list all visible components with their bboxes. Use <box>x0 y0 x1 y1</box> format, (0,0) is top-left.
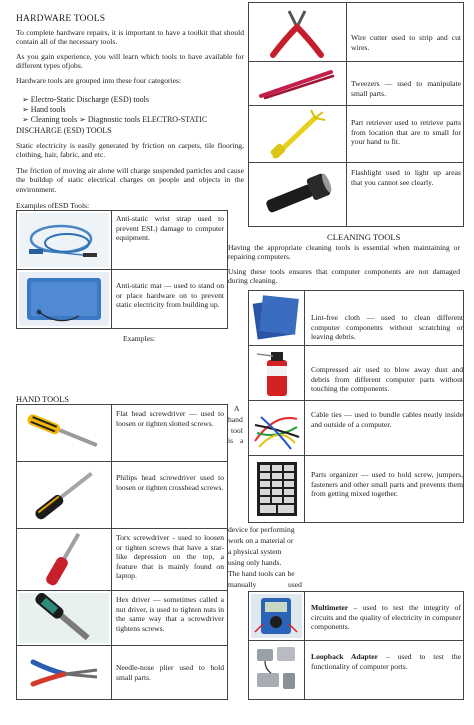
esd-image-cell <box>16 269 112 329</box>
tool-image-cell <box>248 105 347 163</box>
parts-organizer-text: Parts organizer — used to hold screw, jumpers, fasteners and other small parts and prevents them from getting mixed together. <box>311 470 463 499</box>
cable-ties-image <box>251 403 302 453</box>
hand-image-cell <box>16 590 112 646</box>
diagnostic-text-cell <box>304 591 464 641</box>
cleaning-image-cell <box>248 400 305 456</box>
hand-def-d: is <box>228 436 234 445</box>
category-item: ➢ Cleaning tools ➢ Diagnostic tools ELECTRO-STATIC <box>22 115 208 124</box>
hand-text-cell <box>111 645 228 700</box>
cleaning-text-cell <box>304 345 464 401</box>
page-title: HARDWARE TOOLS <box>16 14 106 24</box>
cleaning-image-cell <box>248 290 305 346</box>
category-list <box>22 95 248 125</box>
cleaning-tools-heading: CLEANING TOOLS <box>327 232 401 242</box>
hand-def-e: a <box>240 436 244 445</box>
tool-image-cell <box>248 61 347 106</box>
flashlight-image <box>251 165 344 224</box>
hand-text-cell <box>111 590 228 646</box>
compressed-air-image <box>251 348 302 398</box>
cleaning-paragraph-2: Using these tools ensures that computer components are not damaged during cleaning. <box>228 267 460 286</box>
torx-screwdriver-image <box>19 531 109 588</box>
hand-def-b: hand <box>228 415 243 424</box>
flat-screwdriver-text: Flat head screwdriver — used to loosen or tighten slotted screws. <box>116 409 224 428</box>
hand-image-cell <box>16 461 112 529</box>
philips-screwdriver-text: Philips head screwdriver used to loosen or tighten crosshead screws. <box>116 473 224 492</box>
tool-image-cell <box>248 2 347 62</box>
lint-free-cloth-text: Lint-free cloth — used to clean different computer components without scratching or leaving debris. <box>311 313 463 342</box>
hand-text-cell <box>111 461 228 529</box>
cleaning-text-cell <box>304 290 464 346</box>
tweezers-image <box>251 64 344 103</box>
esd-text-cell <box>111 210 228 270</box>
cleaning-text-cell <box>304 455 464 523</box>
examples-caption: Examples: <box>123 334 156 343</box>
hand-text-cell <box>111 528 228 591</box>
hex-driver-text: Hex driver — sometimes called a nut driver, is used to tighten nuts in the same way that a screwdriver tightens screws. <box>116 595 224 633</box>
flat-screwdriver-image <box>19 407 109 459</box>
hand-image-cell <box>16 404 112 462</box>
category-item: ➢ Hand tools <box>22 105 66 114</box>
tweezers-text: Tweezers — used to manipulate small parts. <box>351 79 461 98</box>
esd-heading: DISCHARGE (ESD) TOOLS <box>16 126 112 135</box>
cleaning-image-cell <box>248 345 305 401</box>
static-paragraph-1: Static electricity is easily generated by friction on carpets, tile flooring, clothing, hair, fabric, and etc. <box>16 141 244 160</box>
hand-def-c: tool <box>231 426 243 435</box>
hand-def-cont-3: a physical system <box>228 547 282 556</box>
loopback-adapter-image <box>251 643 302 697</box>
tool-text-cell <box>346 162 464 227</box>
multimeter-label: Multimeter <box>311 603 349 612</box>
antistatic-mat-image <box>19 272 109 326</box>
hand-text-cell <box>111 404 228 462</box>
diagnostic-image-cell <box>248 640 305 700</box>
diagnostic-image-cell <box>248 591 305 641</box>
hand-def-cont-5: The hand tools can be <box>228 569 295 578</box>
philips-screwdriver-image <box>19 464 109 526</box>
multimeter-image <box>251 594 302 638</box>
hand-image-cell <box>16 528 112 591</box>
wrist-strap-text: Anti-static wrist strap used to prevent ESL) damage to computer equipment. <box>116 214 224 243</box>
compressed-air-text: Compressed air used to blow away dust and debris from different computer parts without touching the components. <box>311 365 463 394</box>
torx-screwdriver-text: Torx screwdriver - used to loosen or tighten screws that have a star-like depression on the top, a feature that is mainly found on laptop. <box>116 533 224 581</box>
loopback-adapter-text <box>311 652 461 671</box>
esd-examples-label: Examples ofESD Tools: <box>16 201 90 210</box>
esd-text-cell <box>111 269 228 329</box>
hand-def-cont-6b: used <box>288 580 302 589</box>
loopback-adapter-description: – used to test the functionality of computer ports. <box>311 652 462 671</box>
tool-text-cell <box>346 105 464 163</box>
antistatic-mat-text: Anti-static mat — used to stand on or place hardware on to prevent static electricity from building up. <box>116 281 224 310</box>
intro-paragraph-3: Hardware tools are grouped into these four categories: <box>16 76 182 85</box>
hand-def-cont-4: using only hands. <box>228 558 282 567</box>
tool-text-cell <box>346 61 464 106</box>
wrist-strap-image <box>19 213 109 267</box>
needle-nose-plier-text: Needle-nose plier used to hold small parts. <box>116 663 224 682</box>
multimeter-text <box>311 603 461 632</box>
flashlight-text: Flashlight used to light up areas that you cannot see clearly. <box>351 168 461 187</box>
needle-nose-plier-image <box>19 648 109 697</box>
esd-image-cell <box>16 210 112 270</box>
hand-def-cont-6a: manually <box>228 580 257 589</box>
diagnostic-text-cell <box>304 640 464 700</box>
hand-def-a: A <box>234 404 240 413</box>
hand-tools-heading: HAND TOOLS <box>16 395 69 404</box>
part-retriever-text: Part retriever used to retrieve parts from location that are to small for your hand to fit. <box>351 118 461 147</box>
intro-paragraph-1: To complete hardware repairs, it is important to have a toolkit that should contain all of the necessary tools. <box>16 28 244 47</box>
category-item: ➢ Electro-Static Discharge (ESD) tools <box>22 95 149 104</box>
cleaning-image-cell <box>248 455 305 523</box>
parts-organizer-image <box>251 458 302 520</box>
hand-def-cont-1: device for performing <box>228 525 295 534</box>
tool-image-cell <box>248 162 347 227</box>
static-paragraph-2: The friction of moving air alone will charge suspended particles and cause the buildup of static electrical charges on people and objects in the environment. <box>16 166 244 194</box>
wire-cutter-image <box>251 5 344 59</box>
multimeter-description: – used to test the integrity of circuits and the quality of electricity in computer components. <box>311 603 461 632</box>
lint-free-cloth-image <box>251 293 302 343</box>
cleaning-text-cell <box>304 400 464 456</box>
hex-driver-image <box>19 593 109 643</box>
intro-paragraph-2: As you gain experience, you will learn which tools to have available for different types ofjobs. <box>16 52 244 71</box>
cable-ties-text: Cable ties — used to bundle cables neatly inside and outside of a computer. <box>311 410 463 429</box>
wire-cutter-text: Wire cutter used to strip and cut wires. <box>351 33 461 52</box>
part-retriever-image <box>251 108 344 160</box>
hand-def-cont-2: work on a material or <box>228 536 294 545</box>
cleaning-paragraph-1: Having the appropriate cleaning tools is essential when maintaining or repairing computers. <box>228 243 460 262</box>
tool-text-cell <box>346 2 464 62</box>
loopback-adapter-label: Loopback Adapter <box>311 652 378 661</box>
hand-image-cell <box>16 645 112 700</box>
